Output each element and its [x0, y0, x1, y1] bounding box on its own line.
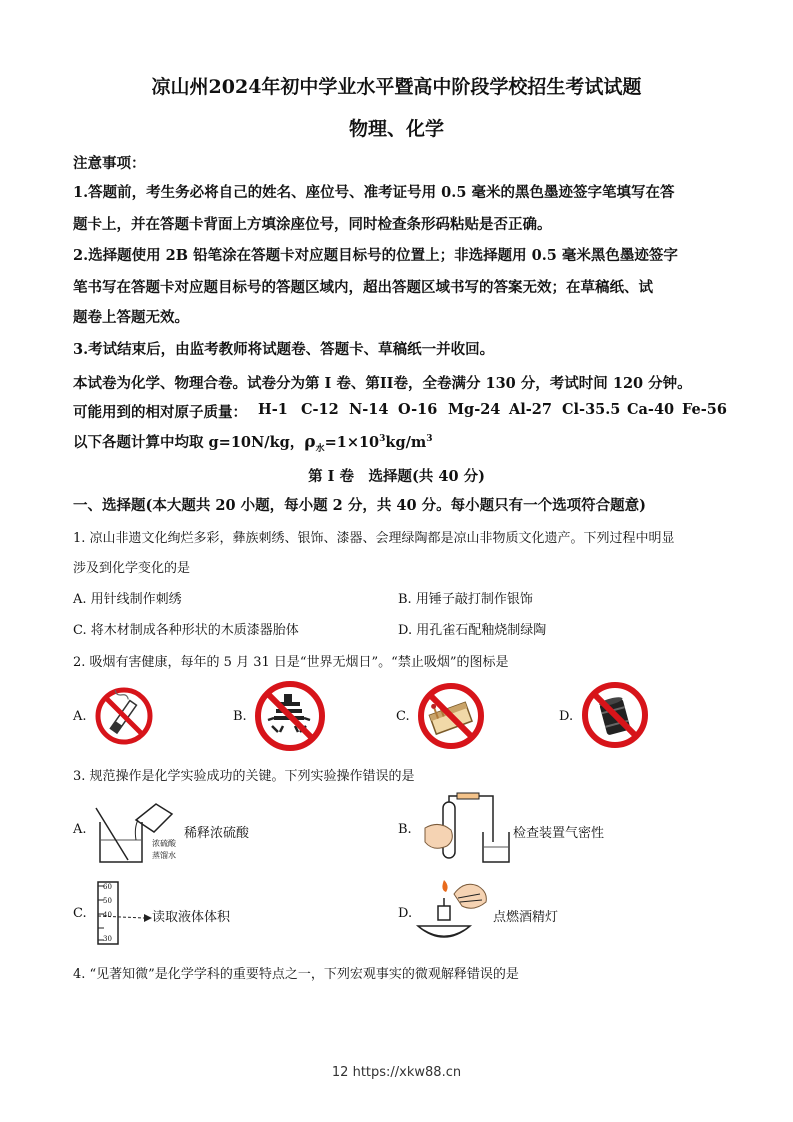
notice-item-2-line-3: 题卷上答题无效。 [73, 309, 189, 326]
q1-option-b: B. 用锤子敲打制作银饰 [398, 592, 533, 607]
no-smoking-sign-icon [94, 686, 154, 746]
mass-mg: Mg-24 [448, 401, 501, 418]
airtightness-check-illustration [413, 792, 513, 868]
no-matches-sign-icon [417, 682, 485, 750]
q3-option-c-text: 读取液体体积 [152, 910, 231, 925]
exam-subtitle: 物理、化学 [348, 118, 444, 140]
rho-subscript: 水 [315, 443, 325, 454]
q3-option-c-letter: C. [73, 906, 87, 921]
constants-exponent: 3 [379, 434, 386, 445]
q1-option-a: A. 用针线制作刺绣 [73, 592, 182, 607]
rho-symbol: ρ [304, 432, 316, 452]
exam-info: 本试卷为化学、物理合卷。试卷分为第 I 卷、第II卷，全卷满分 130 分，考试时间 120 分钟。 [73, 375, 692, 392]
q3-option-d-letter: D. [398, 906, 413, 921]
cylinder-tick-30: 30 [103, 935, 112, 943]
q1-stem-line-2: 涉及到化学变化的是 [73, 561, 191, 576]
notice-item-3: 3.考试结束后，由监考教师将试题卷、答题卡、草稿纸一并收回。 [73, 341, 495, 358]
notice-item-1-line-1: 1.答题前，考生务必将自己的姓名、座位号、准考证号用 0.5 毫米的黑色墨迹签字笔填写在答 [73, 184, 675, 201]
constants-unit-exponent: 3 [426, 434, 433, 445]
no-flammable-barrel-sign-icon [581, 681, 649, 749]
constants-line [73, 431, 433, 454]
mass-n: N-14 [349, 401, 389, 418]
q3-option-a-letter: A. [73, 822, 87, 837]
q3-option-b-text: 检查装置气密性 [513, 826, 605, 841]
constants-unit: kg/m [385, 434, 427, 451]
q3-option-b-letter: B. [398, 822, 412, 837]
q2-option-a-letter: A. [73, 709, 87, 724]
q3-a-label-water: 蒸馏水 [152, 851, 176, 860]
alcohol-lamp-illustration [414, 876, 494, 946]
cylinder-tick-60: 60 [103, 883, 112, 891]
q4-stem: 4. “见著知微”是化学学科的重要特点之一，下列宏观事实的微观解释错误的是 [73, 967, 519, 982]
notice-heading: 注意事项： [73, 155, 146, 172]
section-title: 第 I 卷 选择题(共 40 分) [308, 468, 485, 485]
mass-fe: Fe-56 [682, 401, 727, 418]
q3-option-a-text: 稀释浓硫酸 [184, 826, 250, 841]
notice-item-2-line-2: 笔书写在答题卡对应题目标号的答题区域内，超出答题区域书写的答案无效；在草稿纸、试 [73, 279, 653, 296]
part-one-heading: 一、选择题(本大题共 20 小题，每小题 2 分，共 40 分。每小题只有一个选项符合题意) [73, 497, 646, 514]
q2-option-b-letter: B. [233, 709, 247, 724]
constants-prefix: 以下各题计算中均取 g=10N/kg， [73, 434, 305, 451]
mass-c: C-12 [301, 401, 339, 418]
page-footer: 12 https://xkw88.cn [331, 1065, 462, 1080]
cylinder-tick-50: 50 [103, 897, 112, 905]
mass-al: Al-27 [509, 401, 552, 418]
mass-cl: Cl-35.5 [562, 401, 621, 418]
cylinder-tick-40: 40 [103, 911, 112, 919]
q1-option-d: D. 用孔雀石配釉烧制绿陶 [398, 623, 547, 638]
q2-stem: 2. 吸烟有害健康，每年的 5 月 31 日是“世界无烟日”。“禁止吸烟”的图标是 [73, 655, 509, 670]
q2-option-c-letter: C. [396, 709, 410, 724]
q1-stem-line-1: 1. 凉山非遗文化绚烂多彩，彝族刺绣、银饰、漆器、会理绿陶都是凉山非物质文化遗产。下列过程中明显 [73, 531, 675, 546]
q3-a-label-acid: 浓硫酸 [152, 839, 176, 848]
q2-option-d-letter: D. [559, 709, 574, 724]
q1-option-c: C. 将木材制成各种形状的木质漆器胎体 [73, 623, 299, 638]
mass-h: H-1 [258, 401, 288, 418]
q3-stem: 3. 规范操作是化学实验成功的关键。下列实验操作错误的是 [73, 769, 415, 784]
notice-item-2-line-1: 2.选择题使用 2B 铅笔涂在答题卡对应题目标号的位置上；非选择题用 0.5 毫米黑色墨迹签字 [73, 247, 678, 264]
q3-option-d-text: 点燃酒精灯 [493, 910, 559, 925]
notice-item-1-line-2: 题卡上，并在答题卡背面上方填涂座位号，同时检查条形码粘贴是否正确。 [73, 216, 552, 233]
no-fireworks-sign-icon [254, 680, 326, 752]
mass-o: O-16 [398, 401, 438, 418]
constants-value: =1×10 [324, 434, 380, 451]
atomic-masses-label: 可能用到的相对原子质量： [73, 404, 247, 421]
mass-ca: Ca-40 [627, 401, 675, 418]
atomic-masses-row [73, 401, 247, 422]
exam-title: 凉山州2024年初中学业水平暨高中阶段学校招生考试试题 [151, 76, 642, 98]
